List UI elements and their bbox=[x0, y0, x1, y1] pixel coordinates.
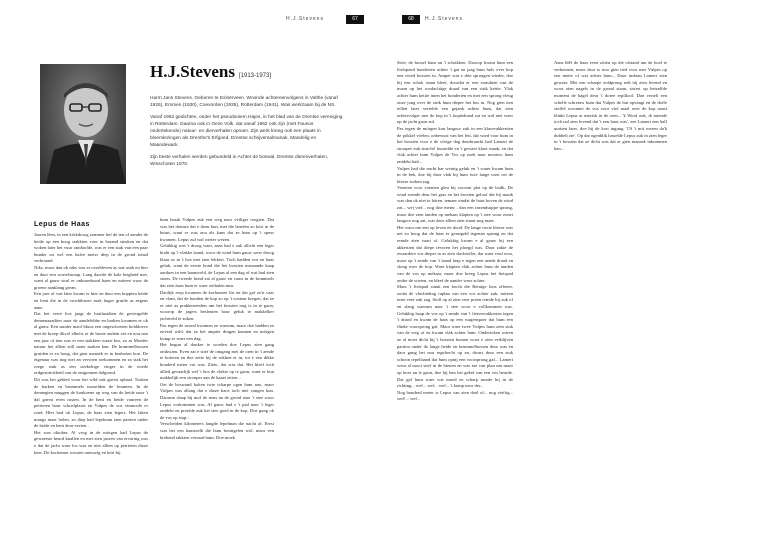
author-heading bbox=[150, 62, 271, 82]
author-portrait bbox=[40, 64, 126, 184]
story-paragraph: Niks, maor dan ok niks was er overbleven as wat asak en hier en daor een wortelstomp. Lang daorde de kale leegheid met, want al gauw strul er onkruedzaod haen en miteen woor de groene aanklang grean. bbox=[34, 264, 148, 290]
story-paragraph: Dit was het gebied woor het wild zuk gaerst ophaal. Tusken de barken en brummels nusselden de fesanten. In de dennegien muggen de konkoene op weg van de heide naor 't dal gaerst even rusten. In de bent en heide vanreen de petrieten hour schoelplaats en Vulpes de vos vimnoole er rond. Hier had ok Lepus, de haas zien legers. Het laken mangs maer holen, zo diep had lepelman zien partien onder de heide en bent deur-vreten... bbox=[34, 377, 148, 429]
bio-paragraph: Zijn beste verhalen werden gebundeld in Achter de boswal, Drentse dierenverhalen, Winschoten 1970. bbox=[150, 155, 329, 167]
page-number-left: 67 bbox=[346, 15, 364, 24]
story-paragraph: Pas tegen de avond kwamen ze waerum, maor doe hadden ze zoveul wild, dat ze het ampter drugen kunnen en mörgen komp er waer een dag. bbox=[160, 322, 274, 341]
story-paragraph: Aans blêf de haas even zitten op die ofstand um de boel te verkennen, maor daor is nou gien tied voor mer Vulpes op een meter of wat achter hum... Daor inslaan Lamert zien gewaer. Met een scharpe zoldprong redt hij zien levend en woor zien nagels in de grond staan, sistert op hetzelfde moment de hagel deur 't doree erpilloof. Dan vertelt een schelle schreiaw hum dat Vulpes de bui opvangt en de doffe stoffel woonnet de vos voor vief maal over de kop naast klinkt Lepus ar mezisk in de oren... 'k Word ook, ik miende toch tad zien levend dat 't een haas was', zee Lamert een half uurtien later, doe hij de kort ingung. 'Of 't mit wezen da'k dubbelt zie'. Op dat ogenblik lusselde Lepus zuk in zien leger in 't bossien dat ze dicht was dat er gien mansek inkommen kan... bbox=[554, 60, 667, 151]
story-paragraph: Daolijk erop kwamen de korhonner lös en dat gaf zo'n vaar en vlam, dat de honden de kop zo op 't oosteur kregen, dat ze er niet as prakkezeerden um het bossien nog is in te gaon, woorop de jagers besleuten hour geluk te makkelker jachtveld te zoken. bbox=[160, 289, 274, 321]
story-paragraph: Strie, de bossel hum an 't schrikken. Daorop kwam hum een löslopend honderien achter 't gat en jaag hum halv over kop een vöred bossien in. Amper was e drie sprongen wieder, doe hij een schok staan bleef, doordat er een strauhien van de maon op het roodachtige draad van een strik kettie. Vlak achter hum kettie inien het honderien en met een sprong vleug onze jong over de strik hum dieper het bos in. Nog gien tien tellen later vertelde een gejank achter hum, dat zien achtervolger met de kop in 't kopiedraad zat en wal niet waer op de jacht gaon zul. bbox=[397, 60, 513, 125]
author-biography bbox=[150, 95, 345, 173]
story-column-2 bbox=[160, 217, 274, 441]
story-paragraph: Dat het verre bos jaagt de hartlustdien de geviergelde dennenzaadties naor de aandelobbe en barken kwamen er ok al gauw. Een sunder maof bluus een ongeschoeten bolddoeve met de kroep ilkvol elkeiis er de laeste andem oet en nou nao een jaor of tien was er een stakkien waast bos, zo as Moeder natuur het allien zöll maer maken kan. De brummelbossen gruiden er zo hoog, dat gien mansek er in kenboien kon. De eigenaar was nog niet an vervoen toekommen en zo stak het roege stuk as een stiekeltige vinger in de wiede ordgestrückheid van de ontgonnen dalgrond. bbox=[34, 311, 148, 376]
story-paragraph: Pas tegen de mörgen kon langoor zuk in een klaverakkertien de pökkel vöelen, onbewust van het feit, dat wied voor hum in het bossien voor e de vörige dag deurbraacht had Lamert de strouper zuk strucht! hunselde en 't gewaer klaor maak, en dat vlak achter hum Vulpes de Vos op zoek naor mooien, hum ontdekt had... bbox=[397, 125, 513, 164]
story-paragraph: hum braak Vulpes zuk een weg naor veiliger roegien. Dat was het domste dat e doen kun, met die honden zo kört in de buurt, want er was zou als kans dat ze hum op 't speur kwamen. Lepus zul wal wieter wezen. bbox=[160, 217, 274, 242]
story-paragraph: Het was oktober. Al vrog in de mörgen had Lepus de gewaerste heurd knallen en met zien jaoren van ervaring was e dat de jacht waer los was en niet allien op petrieten dizze keer. De kochemer wouren oneuwig en kört bij bbox=[34, 429, 148, 455]
story-column-1 bbox=[34, 232, 148, 456]
story-paragraph: Een jaor of wat later kwam er hier en daor een koppien heide en bent die in de vruchtbaore asak hoger gruide as aegens aans. bbox=[34, 291, 148, 310]
story-column-3 bbox=[397, 60, 513, 403]
story-paragraph: Voenien voor voenien gleu hij voorsnt plat op de bodk. De wind roende deur het gras en het bossien geloof dat hij muuk was dan ok niet te hören, temaer omdat de haas boven de wind zat... wej vief... nog drie meter... dan een razendsuppe sprong, maor doe zien tanden op mekaar klapten op 't stee woor zonet langoor nog zat, was daor allien zien staart nog maer. bbox=[397, 185, 513, 224]
running-title-left: H.J.Stevens bbox=[286, 16, 324, 22]
bio-paragraph: Harm Jans Stevens. Geboren te Exloërveen. Woonde achtereenvolgens in Valthe (vanaf 1926), Emmen (1930), Coevorden (1935), Rotterdam (1941). Was werkzaam bij de NS. bbox=[150, 96, 338, 108]
author-name: H.J.Stevens bbox=[150, 62, 235, 81]
story-paragraph: Het waor nie een op leven en dood. De lange rooie klaver was net zo hoog dat de haas er geruigeld tegenan sprung en dat remde zien vaart of. Gelukkig kwam e al gauw bij een akkertien dat diepe revoren het ploegd was. Daor zakte de zwaardere vos dieper in as zien slachtoffer, dat waer veul won, maor op 't aende van 't laand laup e tegen een aende draad en slong over de kop. Waer klapten vlak achter hum de tanden van de vos op mekaar, maor doe kreeg Lepus het fietspad onder de voeten, en bleef de aander waer achter. bbox=[397, 224, 513, 283]
running-title-right: H.J.Stevens bbox=[425, 16, 463, 22]
story-paragraph: Jaoren lêen, in een körkdroog zommer hef de ien of aander de heide op een hoog stakkien voor in braand steuken en dat woken later het vuur ontdoofde, was er een stuk van een paar bunder tot wel een halve meter diep in de grond totaal verbraand. bbox=[34, 232, 148, 264]
page-number-right: 68 bbox=[402, 15, 420, 24]
story-title: Lepus de Haas bbox=[34, 221, 90, 228]
story-paragraph: Oet de boswand koken twie scharpe ogen hum nao, maor Vulpes was allang dat e dizze haos toch niet vangen kun. Daorum slaap hij mof de neus an de grond naor 't stee woor Lepus vorkommen was. Al gauw had e 't pad naor 't leger ontdekt en proefde zuk het stee goed in de kop. Doe gung ok de vos op stap... bbox=[160, 381, 274, 420]
story-column-4 bbox=[554, 60, 667, 152]
story-paragraph: Gelukkig was 't droog waer, aans had e zuk allicht een leger kraht op 't vlakke laand, woor de wind hum gauw weer droog blaas as in 't bos met zien lekkert. Toch hadden vos en haas geluk, want de eerste hond die het bossien insnaande kaap aardoes in een haansveld, de Lepus al een dag of wat had zien stoen. De tweede hond zat al gauw en vaasi in de brummels dat zien haas hum er waer oethalen mus. bbox=[160, 243, 274, 288]
story-paragraph: Vulpes had die nacht bar weinig geluk en 't water kwam hum in de bek, doe hij daor vlak bij hum twie lange oren oet de klaver stoken zag. bbox=[397, 165, 513, 184]
story-paragraph: Maor 't fietspad stuuk een bocht die Reinige lous offener, zodat de vluchteling ruplan van een vos achter zuk, miteen ieste veer zuk zag. Stoll op al zien veer poten remde hij zuk of en slaug waerum naor 't stee woor e vollkommen was. Gelukkig haap de vos op 't aende van 't fietsverakkerien tegen 't draod en kwam de haas op een wagenspoer dat hum een flinke voorsprong gaf. Maor waer twee Vulpes hum zien stuk van de weg of en kwam vlak achter hum. Ondertoken waren ze al moei dicht bij 't bossien komen woor e zien verhlijven partien onder de lange heide en brummelbossen deur was en daor gung het nou regelrecht op an, dwars deur een stuk schoon tepellaand dat hum opnij een voorsprong gaf... Lamert weur al mooi stief in de bienen en was net van plan um maor op hoes an te gaon, doe hij lem het gekef van een vos heurde. Dat gaf hum waer wat moed en scharp tuurde hij in de richting... wef... wef... wef... 't komp naor der... bbox=[397, 284, 513, 389]
story-paragraph: Nog honderd meter is Lepus van zien doel of... nog vieftig... wef!... wef... bbox=[397, 389, 513, 402]
bio-paragraph: Vanaf 1962 gedichten, onder het pseudoniem Hajes, in het blad van de Drentse vereniging in Rotterdam. Daarna ook in Oeze Volk, dat vanaf 1962 ook zijn (met Faunus ondertekende) natuur- en dierverhalen opnam. Zijn werk kreeg ook een plaats in bloemlezingen als Drenthe's Erfgoed, Drentse schrijversalmanak, Mandelig en Maandewark. bbox=[150, 115, 343, 148]
story-paragraph: Verscheiden kilometers langde lepelman die nacht af. Eerst was het een haastzelk die hum besingelen wol, maor een brekend takkien verraad hum. Doe moek bbox=[160, 421, 274, 440]
author-dates: [1913-1973] bbox=[239, 73, 272, 79]
story-paragraph: Het begun al donker te worden doe Lepus zien gang ontkwam. Even zat e stief de omgang met de oren in 't aende te hoteren en doe zette hij de rokken er in, tot e een dikke honderd meter vot was. Zieto, dat was dat. Het bleef toch allied gevaarlijk wel 't bos de vlakte op te gaon, want er kun makkelijk een strouper aan de kaaet zitten... bbox=[160, 342, 274, 381]
